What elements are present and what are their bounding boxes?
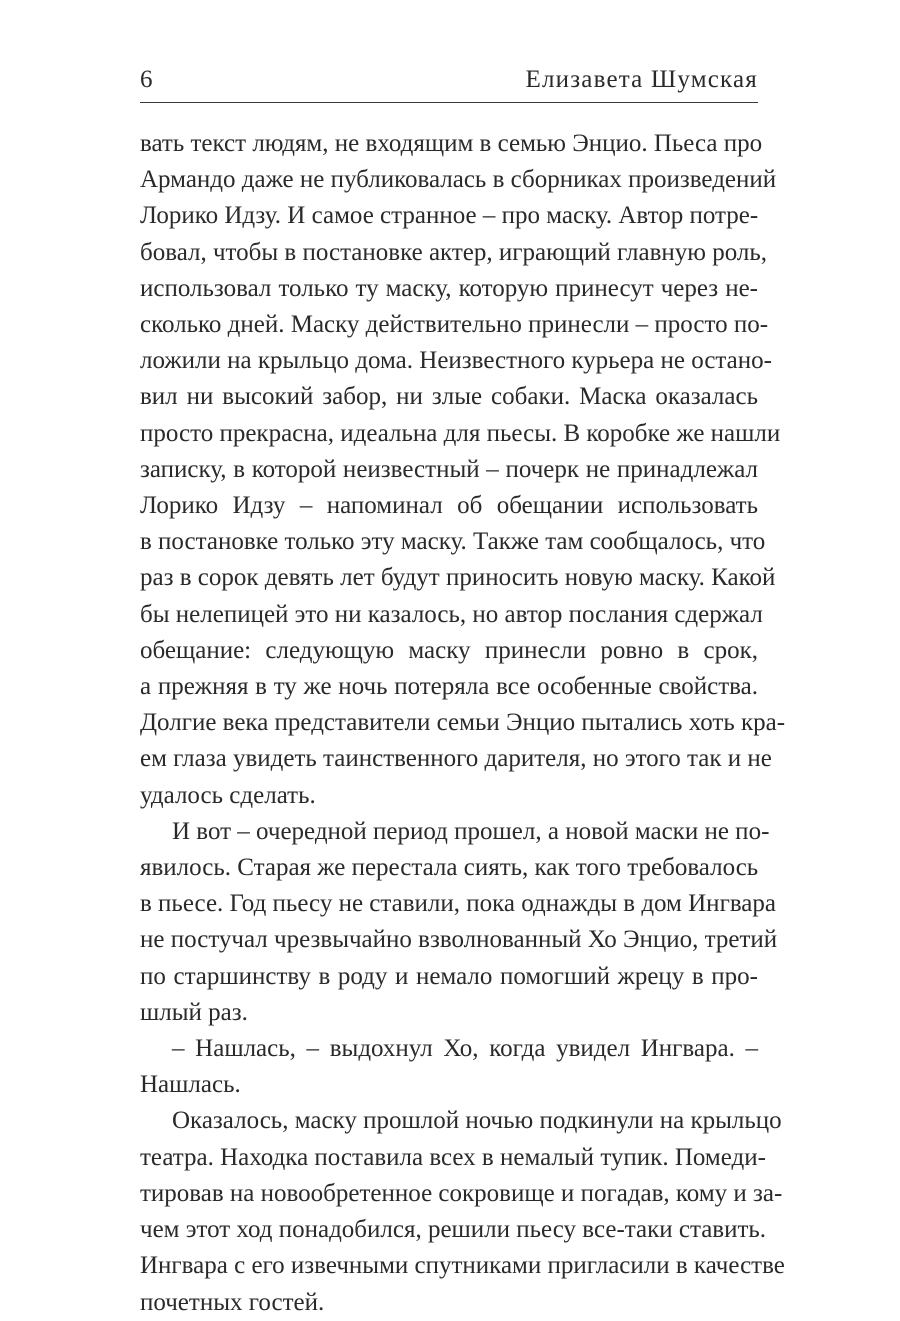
- page-header: [140, 64, 758, 103]
- text-line: в постановке только эту маску. Также там сообщалось, что: [140, 528, 766, 556]
- text-line: а прежняя в ту же ночь потеряла все особенные свойства.: [140, 673, 758, 701]
- text-line: вать текст людям, не входящим в семью Энцио. Пьеса про: [140, 130, 763, 157]
- text-line: Нашлась.: [140, 1071, 241, 1099]
- text-line: по старшинству в роду и немало помогший жрецу в про-: [140, 962, 758, 990]
- text-line: шлый раз.: [140, 998, 248, 1026]
- text-line: – Нашлась, – выдохнул Хо, когда увидел Ингвара. –: [172, 1035, 758, 1063]
- text-line: не постучал чрезвычайно взволнованный Хо Энцио, третий: [140, 926, 778, 954]
- text-line: ем глаза увидеть таинственного дарителя, но этого так и не: [140, 745, 772, 773]
- body-text: [140, 126, 786, 1321]
- text-line: удалось сделать.: [140, 781, 316, 809]
- paragraph-1: [140, 126, 786, 814]
- text-line: обещание: следующую маску принесли ровно в срок,: [140, 636, 758, 664]
- text-line: бы нелепицей это ни казалось, но автор послания сдержал: [140, 600, 763, 628]
- text-line: И вот – очередной период прошел, а новой маски не по-: [172, 817, 770, 845]
- text-line: Долгие века представители семьи Энцио пытались хоть кра-: [140, 709, 786, 737]
- text-line: просто прекрасна, идеальна для пьесы. В коробке же нашли: [140, 419, 781, 447]
- text-line: почетных гостей.: [140, 1288, 325, 1316]
- text-line: использовал только ту маску, которую принесут через не-: [140, 274, 758, 302]
- text-line: тировав на новообретенное сокровище и погадав, кому и за-: [140, 1179, 783, 1207]
- text-line: театра. Находка поставила всех в немалый тупик. Помеди-: [140, 1143, 766, 1171]
- text-line: Оказалось, маску прошлой ночью подкинули на крыльцо: [172, 1107, 782, 1135]
- page-number: 6: [140, 66, 153, 93]
- text-line: раз в сорок девять лет будут приносить новую маску. Какой: [140, 564, 776, 592]
- text-line: вил ни высокий забор, ни злые собаки. Маска оказалась: [140, 383, 758, 411]
- text-line: ложили на крыльцо дома. Неизвестного курьера не остано-: [140, 347, 772, 375]
- text-line: Ингвара с его извечными спутниками пригласили в качестве: [140, 1252, 785, 1280]
- paragraph-2: [140, 814, 778, 1031]
- text-line: бовал, чтобы в постановке актер, играющий главную роль,: [140, 238, 768, 266]
- text-line: сколько дней. Маску действительно принесли – просто по-: [140, 311, 769, 339]
- text-line: чем этот ход понадобился, решили пьесу все-таки ставить.: [140, 1216, 767, 1244]
- text-line: Лорико Идзу – напоминал об обещании использовать: [140, 492, 758, 520]
- text-line: в пьесе. Год пьесу не ставили, пока однажды в дом Ингвара: [140, 890, 776, 918]
- text-line: Армандо даже не публиковалась в сборниках произведений: [140, 166, 777, 194]
- paragraph-3-dialogue: [140, 1031, 758, 1103]
- running-head-author: Елизавета Шумская: [525, 66, 758, 93]
- paragraph-4: [140, 1103, 785, 1320]
- text-line: Лорико Идзу. И самое странное – про маску. Автор потре-: [140, 202, 759, 230]
- text-line: явилось. Старая же перестала сиять, как того требовалось: [140, 854, 759, 882]
- text-line: записку, в которой неизвестный – почерк не принадлежал: [140, 455, 758, 483]
